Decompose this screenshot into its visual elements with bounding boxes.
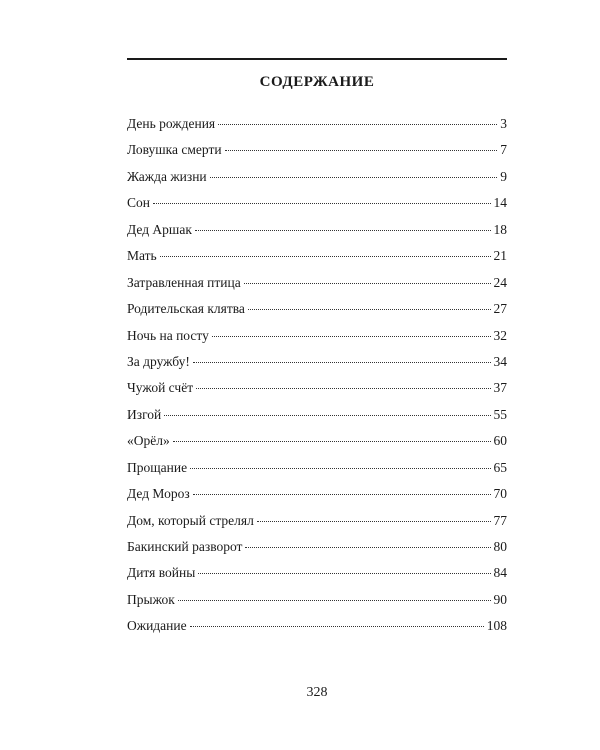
toc-entry-title: Затравленная птица [127,274,241,290]
toc-entry-page: 108 [486,618,507,634]
toc-entry-page: 7 [500,142,507,158]
toc-entry-title: Ожидание [127,618,187,634]
toc-entry-page: 34 [493,353,507,369]
toc-entry-title: Родительская клятва [127,301,245,317]
toc-entry [127,562,507,588]
toc-entry-title: Прощание [127,459,188,475]
toc-entry-title: Мать [127,248,157,264]
toc-entry [127,536,507,562]
toc-entry-title: Дед Мороз [127,486,190,502]
toc-entry-title: День рождения [127,116,216,131]
toc-entry [127,589,507,615]
dot-leader [193,494,491,495]
dot-leader [190,468,490,469]
toc-entry [127,483,507,509]
toc-entry-title: Прыжок [127,591,175,607]
toc-entry [127,245,507,271]
toc-entry [127,351,507,377]
toc-entry-page: 65 [493,459,507,475]
dot-leader [153,203,491,204]
toc-entry-page: 14 [493,195,507,211]
toc-entry-page: 27 [493,301,507,317]
dot-leader [164,415,490,416]
toc-entry [127,404,507,430]
toc-entry [127,510,507,536]
dot-leader [245,547,490,548]
dot-leader [193,362,491,363]
toc-entry-title: Чужой счёт [127,380,194,396]
dot-leader [210,177,498,178]
toc-entry-page: 32 [493,327,507,343]
toc-entry-title: Изгой [127,406,162,422]
toc-entry-page: 18 [493,221,507,237]
toc-entry-title: Жажда жизни [127,168,207,184]
page-number: 328 [306,685,328,700]
toc-entry-title: Дед Аршак [127,221,192,237]
dot-leader [190,626,484,627]
toc-entry-page: 77 [493,512,507,528]
toc-entry [127,192,507,218]
toc-entry-page: 37 [493,380,507,396]
toc-entry-page: 55 [493,406,507,422]
dot-leader [178,600,491,601]
toc-entry [127,430,507,456]
toc-entry-page: 60 [493,433,507,449]
contents-heading: СОДЕРЖАНИЕ [259,74,375,90]
toc-entry-page: 70 [493,486,507,502]
dot-leader [196,388,490,389]
toc-entry [127,139,507,165]
toc-entry-page: 3 [500,116,507,131]
dot-leader [218,124,497,125]
toc-entry-title: За дружбу! [127,353,190,369]
dot-leader [160,256,491,257]
toc-entry-title: Дитя войны [127,565,196,581]
dot-leader [257,521,491,522]
toc-entry [127,325,507,351]
toc-entry-page: 9 [500,168,507,184]
toc-entry [127,219,507,245]
dot-leader [244,283,491,284]
toc-entry-title: Ловушка смерти [127,142,222,158]
toc-entry-title: Дом, который стрелял [127,512,254,528]
toc-entry-page: 84 [493,565,507,581]
toc-entry-title: «Орёл» [127,433,170,449]
toc-entry-page: 90 [493,591,507,607]
table-of-contents [127,113,507,642]
toc-entry [127,615,507,641]
toc-entry-title: Бакинский разворот [127,539,243,554]
toc-entry [127,377,507,403]
toc-entry [127,457,507,483]
toc-entry-page: 80 [493,539,507,554]
toc-entry-page: 24 [493,274,507,290]
toc-entry [127,166,507,192]
dot-leader [195,230,491,231]
dot-leader [225,150,498,151]
dot-leader [212,336,491,337]
toc-entry-title: Сон [127,195,150,211]
dot-leader [198,573,490,574]
toc-entry [127,272,507,298]
toc-entry [127,298,507,324]
toc-entry-title: Ночь на посту [127,327,209,343]
top-rule [127,58,507,60]
dot-leader [248,309,491,310]
toc-entry [127,113,507,139]
dot-leader [173,441,491,442]
toc-entry-page: 21 [493,248,507,264]
